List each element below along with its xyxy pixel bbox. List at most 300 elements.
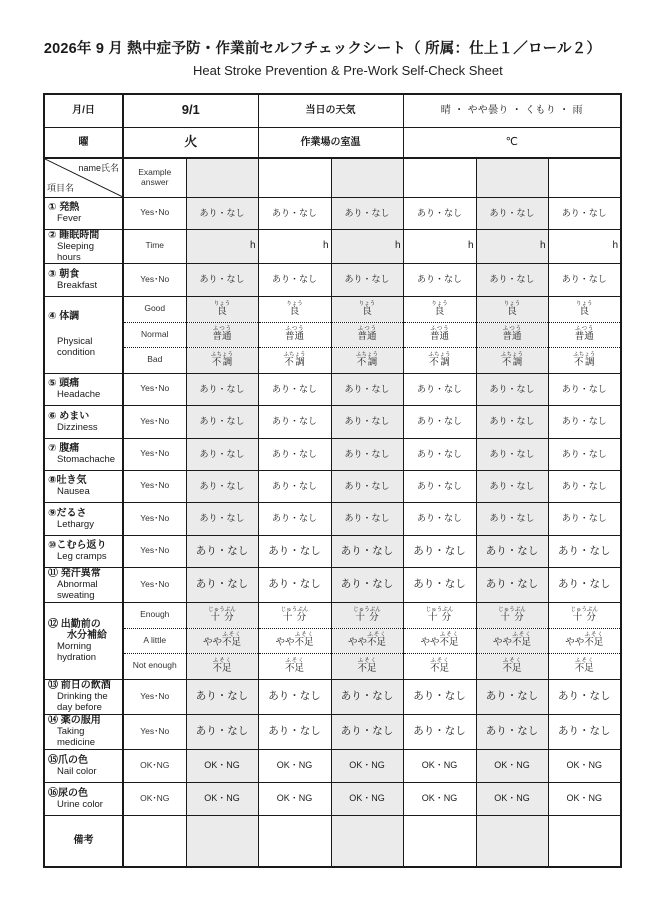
furigana: ふそく bbox=[357, 657, 377, 664]
answer-cell bbox=[476, 322, 548, 347]
answer-choices: あり・なし bbox=[344, 274, 390, 285]
answer-choices: OK・NG bbox=[566, 760, 603, 771]
room-temp-unit: ℃ bbox=[403, 127, 621, 158]
item-name-en: Urine color bbox=[57, 798, 103, 810]
answer-choices: あり・なし bbox=[561, 274, 607, 285]
choice-kanji: 十分 bbox=[570, 611, 599, 623]
furigana: ふそく bbox=[584, 632, 604, 639]
date-value: 9/1 bbox=[123, 94, 258, 127]
choice-word bbox=[294, 632, 314, 649]
answer-cell bbox=[331, 347, 403, 373]
answer-choices: あり・なし bbox=[268, 544, 321, 557]
choice-kanji: 普通 bbox=[502, 331, 522, 343]
hours-unit: h bbox=[539, 240, 546, 252]
corner-header bbox=[44, 158, 123, 197]
answer-choices: あり・なし bbox=[561, 207, 607, 218]
answer-cell bbox=[548, 470, 621, 502]
example-header-line: answer bbox=[141, 176, 169, 187]
item-label-headache bbox=[44, 373, 123, 405]
example-answer: Enough bbox=[123, 602, 186, 628]
furigana: ふそく bbox=[222, 632, 241, 639]
answer-cell bbox=[331, 296, 403, 322]
choice-word bbox=[280, 606, 309, 623]
answer-cell bbox=[403, 653, 476, 679]
self-check-table bbox=[43, 93, 622, 868]
answer-choices: あり・なし bbox=[417, 416, 463, 427]
answer-cell bbox=[186, 322, 258, 347]
furigana: ふちょう bbox=[283, 351, 306, 358]
answer-choices: あり・なし bbox=[268, 690, 321, 703]
row-abnormal-sweating bbox=[44, 567, 621, 602]
choice-kanji: 普通 bbox=[574, 331, 594, 343]
answer-cell bbox=[331, 567, 403, 602]
answer-cell bbox=[258, 679, 331, 714]
furigana: ふそく bbox=[502, 657, 522, 664]
item-name-ja: ⑥ めまい bbox=[48, 410, 90, 422]
answer-choices: あり・なし bbox=[344, 448, 390, 459]
choice-prefix: やや bbox=[275, 637, 295, 649]
furigana: りょう bbox=[431, 300, 448, 307]
answer-choices: OK・NG bbox=[421, 793, 458, 804]
date-label: 月/日 bbox=[44, 94, 123, 127]
answer-cell bbox=[186, 347, 258, 373]
answer-cell bbox=[186, 263, 258, 296]
answer-choices: あり・なし bbox=[489, 207, 535, 218]
answer-cell bbox=[331, 470, 403, 502]
answer-cell bbox=[258, 263, 331, 296]
row-drinking-the-day-before bbox=[44, 679, 621, 714]
item-label-abnormal-sweating bbox=[44, 567, 123, 602]
choice-kanji: 十分 bbox=[208, 611, 236, 623]
remarks-cell bbox=[186, 815, 258, 867]
name-entry-cell bbox=[548, 158, 621, 197]
answer-cell bbox=[258, 438, 331, 470]
furigana: ふつう bbox=[285, 326, 304, 333]
furigana: じゅうぶん bbox=[280, 606, 309, 613]
answer-choices: あり・なし bbox=[558, 725, 611, 738]
answer-choices: あり・なし bbox=[413, 544, 466, 557]
remarks-example-cell bbox=[123, 815, 186, 867]
choice-word bbox=[573, 351, 596, 368]
row-breakfast bbox=[44, 263, 621, 296]
choice-word bbox=[222, 632, 242, 649]
answer-choices: あり・なし bbox=[340, 725, 394, 738]
example-answer: Normal bbox=[123, 322, 186, 347]
item-label-stomachache bbox=[44, 438, 123, 470]
answer-cell bbox=[331, 749, 403, 782]
item-name-ja: ⑤ 頭痛 bbox=[48, 378, 80, 389]
answer-choices: あり・なし bbox=[561, 480, 607, 491]
weather-options: 晴 ・ やや曇り ・ くもり ・ 雨 bbox=[403, 94, 621, 127]
choice-kanji: 良 bbox=[576, 305, 593, 317]
answer-choices: あり・なし bbox=[417, 383, 463, 394]
name-header-label: name氏名 bbox=[78, 163, 119, 173]
choice-word bbox=[353, 606, 381, 623]
answer-choices: OK・NG bbox=[276, 760, 313, 771]
choice-kanji: 不調 bbox=[573, 356, 596, 368]
item-label-lethargy bbox=[44, 502, 123, 535]
choice-kanji: 良 bbox=[503, 305, 521, 317]
furigana: ふそく bbox=[212, 657, 232, 664]
item-name-en: Taking bbox=[57, 726, 85, 737]
remarks-label: 備考 bbox=[44, 815, 123, 867]
item-name-en: sweating bbox=[57, 590, 95, 601]
choice-word bbox=[286, 300, 303, 317]
choice-kanji: 不調 bbox=[428, 356, 451, 368]
row-nausea bbox=[44, 470, 621, 502]
answer-cell bbox=[403, 679, 476, 714]
choice-kanji: 普通 bbox=[357, 331, 377, 343]
answer-cell bbox=[548, 567, 621, 602]
answer-cell bbox=[186, 197, 258, 229]
name-entry-cell bbox=[476, 158, 548, 197]
answer-choices: あり・なし bbox=[340, 690, 394, 703]
example-answer: Yes･No bbox=[123, 263, 186, 296]
choice-kanji: 普通 bbox=[212, 331, 232, 343]
answer-choices: あり・なし bbox=[195, 544, 249, 557]
answer-choices: OK・NG bbox=[276, 793, 313, 804]
answer-cell bbox=[331, 263, 403, 296]
row-headache bbox=[44, 373, 621, 405]
item-name-ja: ③ 朝食 bbox=[48, 268, 80, 280]
answer-choices: あり・なし bbox=[199, 480, 245, 491]
answer-cell bbox=[476, 653, 548, 679]
furigana: りょう bbox=[286, 300, 303, 307]
answer-cell bbox=[258, 197, 331, 229]
answer-choices: あり・なし bbox=[558, 578, 611, 591]
example-header-line: Example bbox=[138, 166, 172, 177]
item-name-en: Headache bbox=[57, 389, 101, 400]
choice-word bbox=[428, 351, 451, 368]
answer-cell bbox=[476, 535, 548, 567]
furigana: ふちょう bbox=[501, 351, 524, 358]
furigana: ふそく bbox=[439, 632, 459, 639]
furigana: ふそく bbox=[430, 657, 449, 664]
row-physical-condition-good bbox=[44, 296, 621, 322]
answer-cell bbox=[258, 373, 331, 405]
hours-unit: h bbox=[322, 240, 329, 252]
item-label-morning-hydration bbox=[44, 602, 123, 679]
answer-choices: OK・NG bbox=[494, 760, 530, 771]
choice-kanji: 不足 bbox=[502, 662, 522, 674]
item-name-ja: ④ 体調 bbox=[48, 311, 80, 322]
choice-kanji: 十分 bbox=[353, 611, 381, 623]
choice-kanji: 不足 bbox=[294, 637, 314, 649]
answer-cell bbox=[403, 602, 476, 628]
item-name-en: Lethargy bbox=[57, 518, 94, 530]
furigana: ふそく bbox=[285, 657, 304, 664]
item-name-ja: ⑯尿の色 bbox=[48, 787, 88, 799]
answer-cell bbox=[548, 782, 621, 815]
answer-cell bbox=[186, 782, 258, 815]
answer-choices: あり・なし bbox=[413, 690, 466, 703]
answer-choices: あり・なし bbox=[558, 690, 611, 703]
answer-cell bbox=[548, 628, 621, 653]
answer-cell bbox=[331, 714, 403, 749]
hours-unit: h bbox=[467, 240, 474, 252]
choice-word bbox=[208, 606, 236, 623]
answer-choices: あり・なし bbox=[344, 416, 390, 427]
answer-choices: あり・なし bbox=[199, 274, 245, 285]
choice-kanji: 不足 bbox=[367, 637, 387, 649]
answer-choices: あり・なし bbox=[489, 480, 535, 491]
answer-cell bbox=[548, 296, 621, 322]
answer-cell bbox=[476, 347, 548, 373]
answer-choices: あり・なし bbox=[417, 274, 463, 285]
row-stomachache bbox=[44, 438, 621, 470]
example-answer: Yes･No bbox=[123, 438, 186, 470]
answer-cell bbox=[403, 470, 476, 502]
item-label-taking-medicine bbox=[44, 714, 123, 749]
answer-cell bbox=[548, 714, 621, 749]
answer-choices: あり・なし bbox=[489, 274, 535, 285]
answer-cell bbox=[186, 714, 258, 749]
answer-choices: あり・なし bbox=[195, 578, 249, 591]
answer-cell bbox=[331, 405, 403, 438]
answer-cell bbox=[548, 653, 621, 679]
furigana: ふそく bbox=[367, 632, 387, 639]
example-answer: Yes･No bbox=[123, 567, 186, 602]
example-answer: Yes･No bbox=[123, 470, 186, 502]
hours-cell bbox=[548, 229, 621, 263]
furigana: ふちょう bbox=[356, 351, 379, 358]
answer-cell bbox=[258, 502, 331, 535]
choice-prefix: やや bbox=[493, 637, 513, 649]
answer-choices: あり・なし bbox=[413, 725, 466, 738]
furigana: りょう bbox=[576, 300, 593, 307]
answer-cell bbox=[186, 405, 258, 438]
item-name-en: hours bbox=[57, 251, 81, 263]
name-entry-cell bbox=[331, 158, 403, 197]
item-name-en: Dizziness bbox=[57, 421, 98, 433]
choice-kanji: 不調 bbox=[211, 356, 234, 368]
check-items bbox=[44, 197, 621, 815]
furigana: ふつう bbox=[430, 326, 449, 333]
name-entry-cell bbox=[403, 158, 476, 197]
answer-cell bbox=[331, 373, 403, 405]
choice-kanji: 不足 bbox=[430, 662, 450, 674]
choice-kanji: 良 bbox=[286, 305, 303, 317]
answer-cell bbox=[548, 535, 621, 567]
choice-word bbox=[431, 300, 448, 317]
item-name-en: Drinking the bbox=[57, 691, 108, 702]
answer-cell bbox=[331, 535, 403, 567]
answer-choices: あり・なし bbox=[489, 383, 535, 394]
remarks-cell bbox=[331, 815, 403, 867]
example-answer: Yes･No bbox=[123, 405, 186, 438]
item-name-en: day before bbox=[57, 702, 102, 713]
choice-word bbox=[576, 300, 593, 317]
item-name-en: condition bbox=[57, 347, 96, 358]
answer-cell bbox=[476, 405, 548, 438]
answer-cell bbox=[186, 567, 258, 602]
choice-prefix: やや bbox=[420, 637, 440, 649]
answer-choices: あり・なし bbox=[489, 416, 535, 427]
choice-kanji: 十分 bbox=[425, 611, 454, 623]
example-answer: Yes･No bbox=[123, 679, 186, 714]
row-morning-hydration-a-little bbox=[44, 628, 621, 653]
item-label-urine-color bbox=[44, 782, 123, 815]
remarks-cell bbox=[258, 815, 331, 867]
item-name-en: Sleeping bbox=[57, 240, 94, 252]
answer-choices: あり・なし bbox=[195, 690, 249, 703]
choice-word bbox=[498, 606, 526, 623]
choice-word bbox=[211, 351, 234, 368]
remarks-section bbox=[44, 815, 621, 867]
answer-cell bbox=[476, 602, 548, 628]
row-morning-hydration-enough bbox=[44, 602, 621, 628]
choice-word bbox=[212, 657, 232, 674]
answer-cell bbox=[258, 296, 331, 322]
answer-cell bbox=[476, 197, 548, 229]
example-answer: A little bbox=[123, 628, 186, 653]
row-taking-medicine bbox=[44, 714, 621, 749]
choice-word bbox=[283, 351, 306, 368]
example-answer: OK･NG bbox=[123, 782, 186, 815]
choice-word bbox=[574, 657, 594, 674]
item-name-en: hydration bbox=[57, 651, 97, 663]
choice-kanji: 良 bbox=[431, 305, 448, 317]
item-name-ja: ⑧吐き気 bbox=[48, 475, 87, 486]
choice-kanji: 不足 bbox=[584, 637, 604, 649]
item-label-fever bbox=[44, 197, 123, 229]
answer-cell bbox=[331, 653, 403, 679]
answer-cell bbox=[331, 602, 403, 628]
item-label-sleeping-hours bbox=[44, 229, 123, 263]
item-name-en: Nausea bbox=[57, 486, 90, 497]
furigana: りょう bbox=[358, 300, 376, 307]
choice-kanji: 不調 bbox=[356, 356, 379, 368]
answer-choices: あり・なし bbox=[199, 207, 245, 218]
example-answer: Yes･No bbox=[123, 714, 186, 749]
item-label-nausea bbox=[44, 470, 123, 502]
choice-kanji: 不調 bbox=[501, 356, 524, 368]
furigana: ふそく bbox=[294, 632, 314, 639]
choice-word bbox=[502, 657, 522, 674]
furigana: ふちょう bbox=[211, 351, 234, 358]
answer-cell bbox=[258, 535, 331, 567]
choice-prefix: やや bbox=[348, 637, 368, 649]
answer-choices: あり・なし bbox=[272, 274, 318, 285]
item-label-breakfast bbox=[44, 263, 123, 296]
answer-cell bbox=[258, 347, 331, 373]
answer-cell bbox=[186, 749, 258, 782]
choice-word bbox=[357, 657, 377, 674]
answer-cell bbox=[258, 322, 331, 347]
choice-word bbox=[367, 632, 387, 649]
furigana: ふつう bbox=[212, 326, 232, 333]
furigana: ふつう bbox=[357, 326, 377, 333]
example-answer: OK･NG bbox=[123, 749, 186, 782]
answer-cell bbox=[331, 679, 403, 714]
answer-cell bbox=[548, 347, 621, 373]
remarks-cell bbox=[548, 815, 621, 867]
weekday-label: 曜 bbox=[44, 127, 123, 158]
answer-cell bbox=[186, 502, 258, 535]
answer-cell bbox=[331, 782, 403, 815]
answer-cell bbox=[331, 197, 403, 229]
hours-cell bbox=[476, 229, 548, 263]
furigana: ふちょう bbox=[428, 351, 451, 358]
choice-kanji: 普通 bbox=[285, 331, 305, 343]
answer-cell bbox=[331, 438, 403, 470]
item-name-en: Physical bbox=[57, 336, 93, 347]
answer-cell bbox=[403, 535, 476, 567]
choice-word bbox=[430, 657, 450, 674]
row-leg-cramps bbox=[44, 535, 621, 567]
answer-cell bbox=[548, 602, 621, 628]
answer-choices: あり・なし bbox=[417, 513, 463, 524]
answer-cell bbox=[476, 628, 548, 653]
furigana: ふつう bbox=[502, 326, 522, 333]
answer-cell bbox=[476, 567, 548, 602]
example-answer: Bad bbox=[123, 347, 186, 373]
answer-choices: あり・なし bbox=[561, 448, 607, 459]
answer-cell bbox=[476, 438, 548, 470]
choice-word bbox=[430, 326, 450, 343]
choice-kanji: 良 bbox=[358, 305, 376, 317]
answer-cell bbox=[403, 322, 476, 347]
choice-prefix: やや bbox=[565, 637, 585, 649]
answer-cell bbox=[403, 197, 476, 229]
choice-kanji: 不足 bbox=[212, 662, 232, 674]
choice-kanji: 十分 bbox=[498, 611, 526, 623]
answer-choices: OK・NG bbox=[204, 760, 240, 771]
remarks-cell bbox=[403, 815, 476, 867]
choice-kanji: 不足 bbox=[222, 637, 242, 649]
answer-cell bbox=[186, 470, 258, 502]
choice-kanji: 不足 bbox=[512, 637, 532, 649]
item-name-en: medicine bbox=[57, 737, 96, 748]
choice-word bbox=[285, 326, 305, 343]
answer-choices: あり・なし bbox=[272, 416, 318, 427]
answer-choices: あり・なし bbox=[485, 725, 539, 738]
answer-cell bbox=[548, 263, 621, 296]
answer-cell bbox=[476, 263, 548, 296]
furigana: ふつう bbox=[574, 326, 594, 333]
answer-cell bbox=[186, 296, 258, 322]
answer-choices: あり・なし bbox=[417, 207, 463, 218]
example-answer: Yes･No bbox=[123, 373, 186, 405]
answer-choices: OK・NG bbox=[566, 793, 603, 804]
answer-choices: あり・なし bbox=[561, 383, 607, 394]
item-label-nail-color bbox=[44, 749, 123, 782]
choice-kanji: 不足 bbox=[574, 662, 594, 674]
item-label-dizziness bbox=[44, 405, 123, 438]
answer-choices: あり・なし bbox=[344, 480, 390, 491]
room-temp-label: 作業場の室温 bbox=[258, 127, 403, 158]
answer-cell bbox=[258, 628, 331, 653]
hours-unit: h bbox=[249, 240, 256, 252]
answer-choices: あり・なし bbox=[272, 207, 318, 218]
remarks-cell bbox=[476, 815, 548, 867]
name-entry-cell bbox=[258, 158, 331, 197]
answer-choices: あり・なし bbox=[344, 207, 390, 218]
answer-choices: あり・なし bbox=[272, 383, 318, 394]
item-name-ja: 水分補給 bbox=[67, 629, 107, 641]
choice-kanji: 普通 bbox=[430, 331, 450, 343]
furigana: じゅうぶん bbox=[425, 606, 454, 613]
answer-cell bbox=[186, 628, 258, 653]
hours-unit: h bbox=[612, 240, 619, 252]
answer-cell bbox=[476, 782, 548, 815]
answer-cell bbox=[258, 567, 331, 602]
remarks-row bbox=[44, 815, 621, 867]
furigana: りょう bbox=[503, 300, 521, 307]
answer-cell bbox=[403, 714, 476, 749]
choice-kanji: 十分 bbox=[280, 611, 309, 623]
answer-choices: あり・なし bbox=[268, 725, 321, 738]
